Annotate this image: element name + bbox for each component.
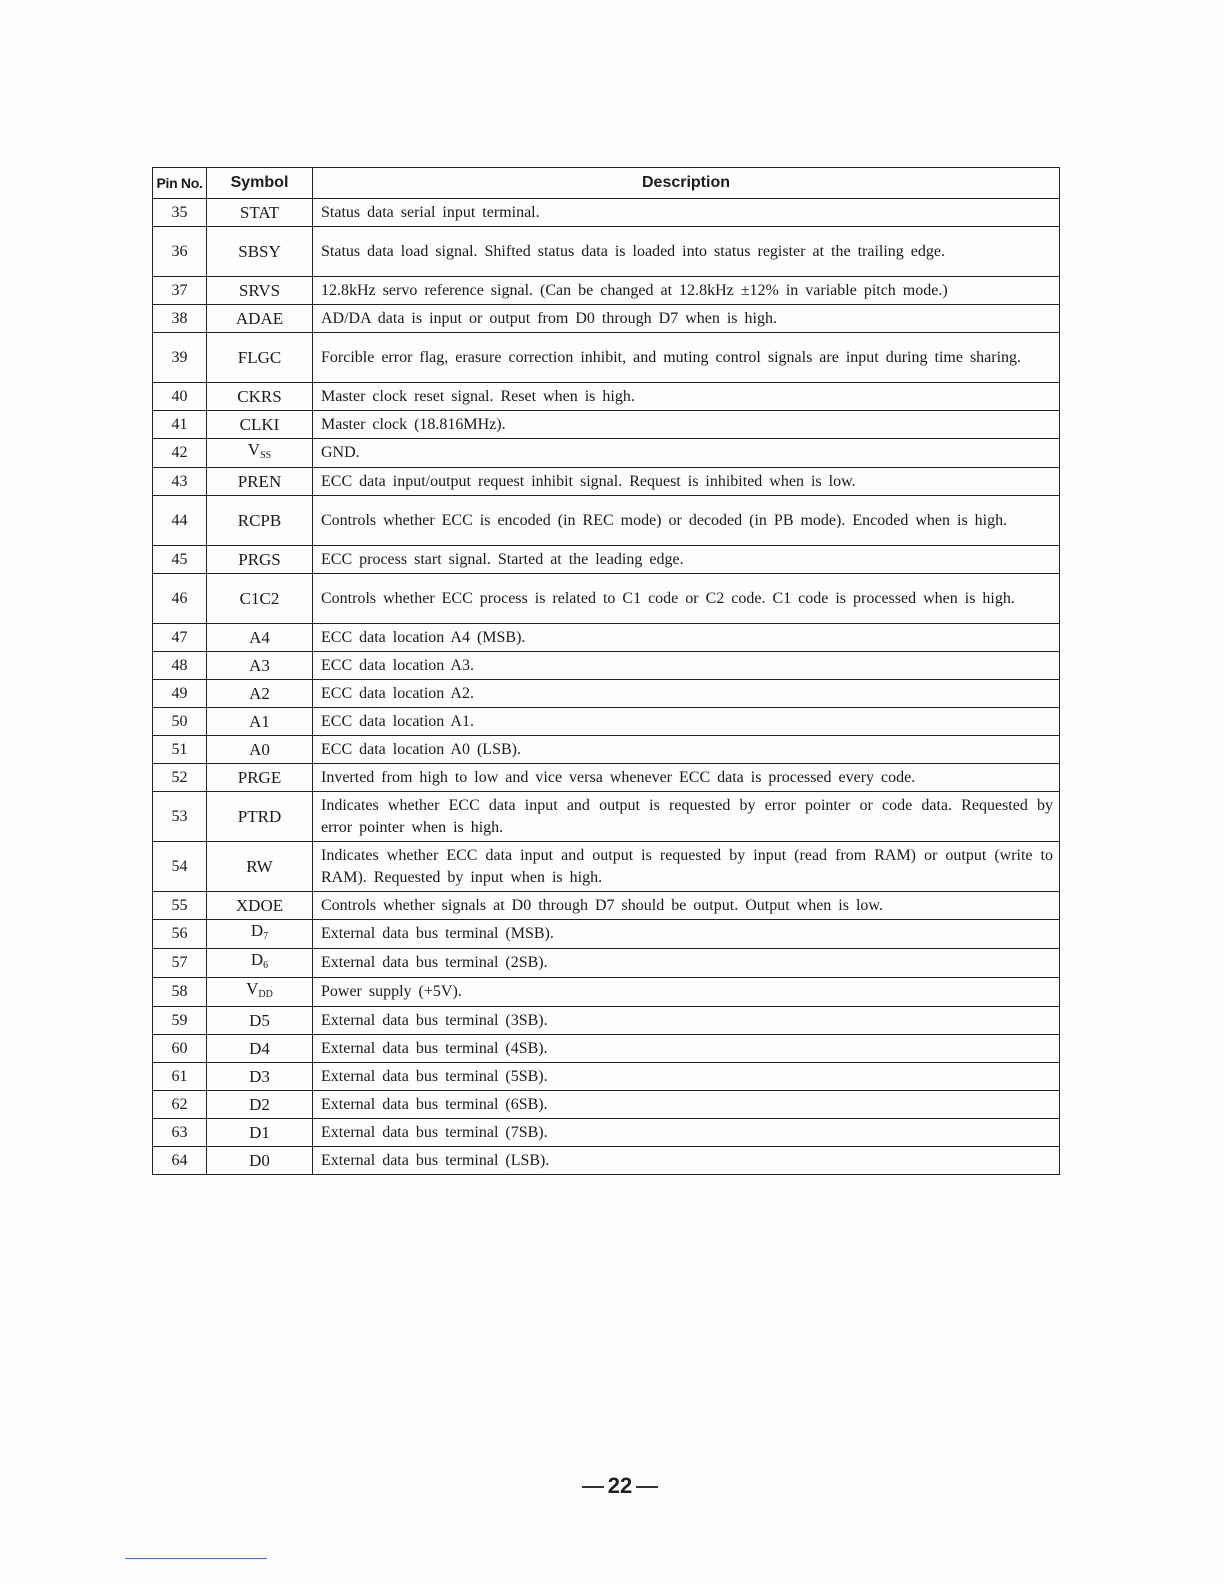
symbol-cell [207,1119,313,1147]
description-cell: External data bus terminal (7SB). [313,1119,1060,1147]
pin-number-cell: 55 [153,892,207,920]
symbol-subscript: DD [258,989,273,1000]
symbol-text: A1 [249,711,270,731]
description-cell: External data bus terminal (6SB). [313,1091,1060,1119]
footer-rule [125,1558,267,1559]
pin-number-cell: 45 [153,546,207,574]
symbol-text: CLKI [239,414,280,434]
symbol-text: C1C2 [239,588,280,608]
description-cell: AD/DA data is input or output from D0 through D7 when is high. [313,305,1060,333]
dash-left [582,1486,604,1488]
description-cell: Indicates whether ECC data input and output is requested by error pointer or code data. Requested by error pointer when is high. [313,792,1060,842]
symbol-text: V [247,440,261,459]
description-cell: External data bus terminal (2SB). [313,949,1060,978]
symbol-cell [207,920,313,949]
table-row [153,383,1060,411]
table-row [153,1063,1060,1091]
symbol-subscript: SS [260,450,272,461]
symbol-text: STAT [239,202,280,222]
description-cell: Inverted from high to low and vice versa whenever ECC data is processed every code. [313,764,1060,792]
symbol-cell [207,708,313,736]
description-cell: Controls whether ECC is encoded (in REC mode) or decoded (in PB mode). Encoded when is high. [313,496,1060,546]
description-cell: ECC data location A4 (MSB). [313,624,1060,652]
symbol-text: D [250,950,264,969]
symbol-cell [207,624,313,652]
symbol-text: XDOE [235,895,284,915]
table-row [153,411,1060,439]
symbol-cell [207,842,313,892]
symbol-text: FLGC [237,347,282,367]
pin-number-cell: 48 [153,652,207,680]
symbol-cell [207,546,313,574]
description-cell: Controls whether signals at D0 through D7 should be output. Output when is low. [313,892,1060,920]
table-row [153,305,1060,333]
description-cell: External data bus terminal (LSB). [313,1147,1060,1175]
symbol-text: A4 [249,627,270,647]
table-row [153,574,1060,624]
symbol-text: V [246,979,259,998]
description-cell: Master clock reset signal. Reset when is high. [313,383,1060,411]
page-number-text: 22 [607,1473,633,1498]
pin-number-cell: 35 [153,199,207,227]
pin-number-cell: 40 [153,383,207,411]
symbol-cell [207,199,313,227]
description-cell: GND. [313,439,1060,468]
symbol-text: PRGE [237,767,282,787]
pin-number-cell: 42 [153,439,207,468]
symbol-cell [207,383,313,411]
symbol-cell [207,574,313,624]
symbol-text: PTRD [237,806,282,826]
symbol-cell [207,1007,313,1035]
description-cell: Status data load signal. Shifted status data is loaded into status register at the trailing edge. [313,227,1060,277]
pin-number-cell: 44 [153,496,207,546]
description-cell: ECC data location A3. [313,652,1060,680]
pin-number-cell: 53 [153,792,207,842]
symbol-text: D3 [249,1066,270,1086]
table-row [153,680,1060,708]
table-row [153,978,1060,1007]
symbol-text: D [250,921,264,940]
symbol-text: A3 [249,655,270,675]
description-cell: Status data serial input terminal. [313,199,1060,227]
symbol-text: D0 [249,1150,270,1170]
symbol-cell [207,333,313,383]
symbol-cell [207,892,313,920]
table-row [153,736,1060,764]
symbol-text: RW [246,856,273,876]
table-row [153,439,1060,468]
symbol-cell [207,736,313,764]
table-row [153,333,1060,383]
symbol-text: RCPB [237,510,282,530]
symbol-text: CKRS [237,386,282,406]
table-row [153,227,1060,277]
table-row [153,949,1060,978]
table-row [153,792,1060,842]
symbol-cell [207,1035,313,1063]
symbol-subscript: 7 [263,931,269,942]
dash-right [636,1486,658,1488]
description-cell: ECC data location A2. [313,680,1060,708]
description-cell: ECC data input/output request inhibit signal. Request is inhibited when is low. [313,468,1060,496]
symbol-cell [207,277,313,305]
description-cell: ECC process start signal. Started at the leading edge. [313,546,1060,574]
symbol-cell [207,978,313,1007]
symbol-cell [207,496,313,546]
symbol-text: SRVS [238,280,281,300]
table-body [153,199,1060,1175]
pin-number-cell: 36 [153,227,207,277]
table-row [153,496,1060,546]
symbol-cell [207,652,313,680]
pin-number-cell: 37 [153,277,207,305]
symbol-text: PREN [237,471,282,491]
table-row [153,764,1060,792]
symbol-cell [207,792,313,842]
pin-number-cell: 46 [153,574,207,624]
table-row [153,1091,1060,1119]
table-row [153,546,1060,574]
description-cell: Master clock (18.816MHz). [313,411,1060,439]
table-row [153,468,1060,496]
table-header-row [153,168,1060,199]
pin-number-cell: 47 [153,624,207,652]
pin-number-cell: 56 [153,920,207,949]
description-cell: External data bus terminal (4SB). [313,1035,1060,1063]
table-row [153,1119,1060,1147]
table-row [153,652,1060,680]
pin-number-cell: 61 [153,1063,207,1091]
header-description: Description [313,168,1060,199]
symbol-cell [207,764,313,792]
symbol-cell [207,1147,313,1175]
pin-number-cell: 51 [153,736,207,764]
pin-number-cell: 50 [153,708,207,736]
pin-number-cell: 49 [153,680,207,708]
symbol-cell [207,949,313,978]
pin-number-cell: 43 [153,468,207,496]
table-row [153,199,1060,227]
pin-number-cell: 41 [153,411,207,439]
table-row [153,624,1060,652]
symbol-text: D4 [249,1038,270,1058]
description-cell: Forcible error flag, erasure correction inhibit, and muting control signals are input during time sharing. [313,333,1060,383]
pin-number-cell: 58 [153,978,207,1007]
description-cell: Controls whether ECC process is related to C1 code or C2 code. C1 code is processed when is high. [313,574,1060,624]
symbol-cell [207,227,313,277]
description-cell: External data bus terminal (MSB). [313,920,1060,949]
symbol-text: ADAE [235,308,284,328]
table-row [153,1147,1060,1175]
description-cell: ECC data location A1. [313,708,1060,736]
table-row [153,1007,1060,1035]
description-cell: Power supply (+5V). [313,978,1060,1007]
pin-number-cell: 52 [153,764,207,792]
symbol-text: PRGS [238,549,281,569]
symbol-text: A0 [249,739,270,759]
header-pin-no: Pin No. [153,168,207,199]
symbol-cell [207,1063,313,1091]
pin-number-cell: 62 [153,1091,207,1119]
symbol-subscript: 6 [263,960,269,971]
symbol-text: SBSY [238,241,281,261]
table-row [153,892,1060,920]
pin-number-cell: 57 [153,949,207,978]
pin-number-cell: 63 [153,1119,207,1147]
symbol-text: A2 [249,683,270,703]
symbol-text: D2 [249,1094,270,1114]
symbol-cell [207,468,313,496]
table-row [153,842,1060,892]
symbol-text: D5 [249,1010,270,1030]
description-cell: Indicates whether ECC data input and output is requested by input (read from RAM) or output (write to RAM). Requested by input when is high. [313,842,1060,892]
header-symbol: Symbol [207,168,313,199]
pin-number-cell: 39 [153,333,207,383]
description-cell: External data bus terminal (3SB). [313,1007,1060,1035]
pin-number-cell: 64 [153,1147,207,1175]
symbol-cell [207,411,313,439]
table-row [153,277,1060,305]
table-row [153,708,1060,736]
table-row [153,1035,1060,1063]
symbol-cell [207,1091,313,1119]
pin-number-cell: 38 [153,305,207,333]
description-cell: 12.8kHz servo reference signal. (Can be changed at 12.8kHz ±12% in variable pitch mode.) [313,277,1060,305]
description-cell: External data bus terminal (5SB). [313,1063,1060,1091]
page-number [560,1473,680,1499]
symbol-cell [207,305,313,333]
pin-number-cell: 54 [153,842,207,892]
pin-description-table [152,167,1060,1175]
pin-number-cell: 60 [153,1035,207,1063]
description-cell: ECC data location A0 (LSB). [313,736,1060,764]
symbol-text: D1 [249,1122,270,1142]
table-row [153,920,1060,949]
symbol-cell [207,680,313,708]
pin-number-cell: 59 [153,1007,207,1035]
symbol-cell [207,439,313,468]
